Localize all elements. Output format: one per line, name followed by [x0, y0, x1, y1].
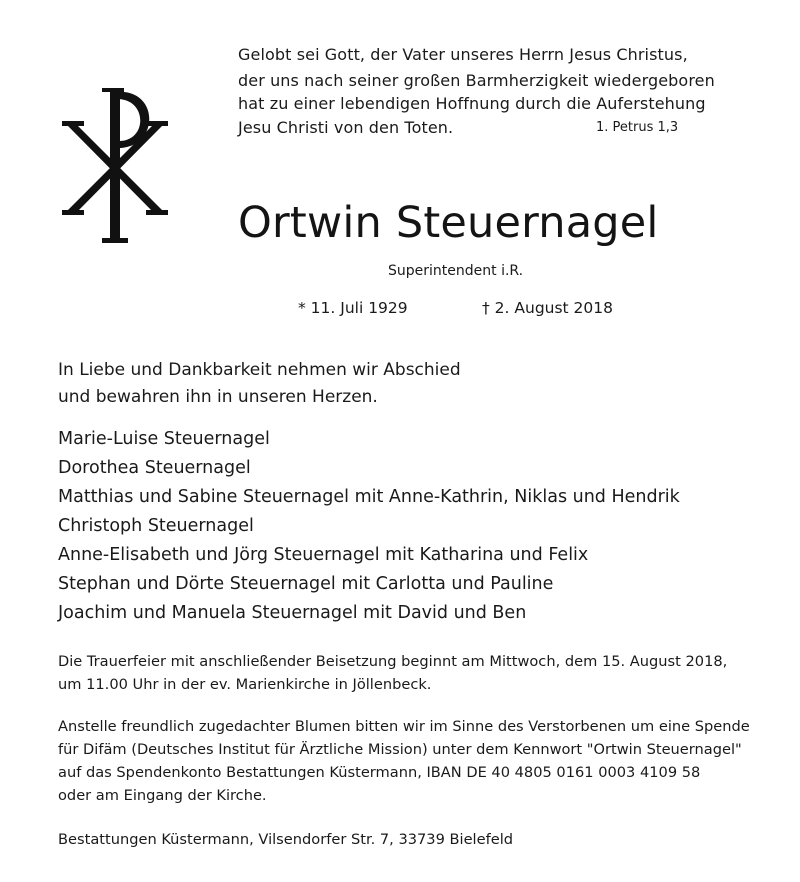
deceased-title: Superintendent i.R.: [388, 263, 524, 279]
family-member: Matthias und Sabine Steuernagel mit Anne-Kathrin, Niklas und Hendrik: [58, 487, 680, 507]
family-member: Christoph Steuernagel: [58, 516, 254, 536]
verse-line-4: Jesu Christi von den Toten.: [238, 118, 454, 137]
birth-date: * 11. Juli 1929: [298, 299, 408, 317]
deceased-name: Ortwin Steuernagel: [238, 198, 659, 248]
donation-line-4: oder am Eingang der Kirche.: [58, 787, 267, 804]
donation-line-1: Anstelle freundlich zugedachter Blumen bitten wir im Sinne des Verstorbenen um eine Spende: [58, 718, 750, 735]
service-line-1: Die Trauerfeier mit anschließender Beisetzung beginnt am Mittwoch, dem 15. August 2018,: [58, 653, 728, 670]
family-member: Dorothea Steuernagel: [58, 458, 251, 478]
family-member: Joachim und Manuela Steuernagel mit David und Ben: [58, 603, 527, 623]
donation-line-2: für Difäm (Deutsches Institut für Ärztliche Mission) unter dem Kennwort "Ortwin Steuernagel": [58, 741, 742, 758]
intro-line-2: und bewahren ihn in unseren Herzen.: [58, 387, 378, 407]
family-member: Stephan und Dörte Steuernagel mit Carlotta und Pauline: [58, 574, 554, 594]
service-line-2: um 11.00 Uhr in der ev. Marienkirche in Jöllenbeck.: [58, 676, 432, 693]
verse-line-3: hat zu einer lebendigen Hoffnung durch die Auferstehung: [238, 94, 706, 113]
chi-rho-icon: [60, 88, 170, 248]
verse-reference: 1. Petrus 1,3: [596, 120, 679, 135]
intro-line-1: In Liebe und Dankbarkeit nehmen wir Abschied: [58, 360, 461, 380]
verse-line-1: Gelobt sei Gott, der Vater unseres Herrn Jesus Christus,: [238, 45, 688, 64]
verse-line-2: der uns nach seiner großen Barmherzigkeit wiedergeboren: [238, 71, 715, 90]
donation-line-3: auf das Spendenkonto Bestattungen Küstermann, IBAN DE 40 4805 0161 0003 4109 58: [58, 764, 701, 781]
family-member: Marie-Luise Steuernagel: [58, 429, 270, 449]
funeral-home: Bestattungen Küstermann, Vilsendorfer Str. 7, 33739 Bielefeld: [58, 831, 514, 848]
death-date: † 2. August 2018: [482, 299, 614, 317]
family-member: Anne-Elisabeth und Jörg Steuernagel mit Katharina und Felix: [58, 545, 589, 565]
